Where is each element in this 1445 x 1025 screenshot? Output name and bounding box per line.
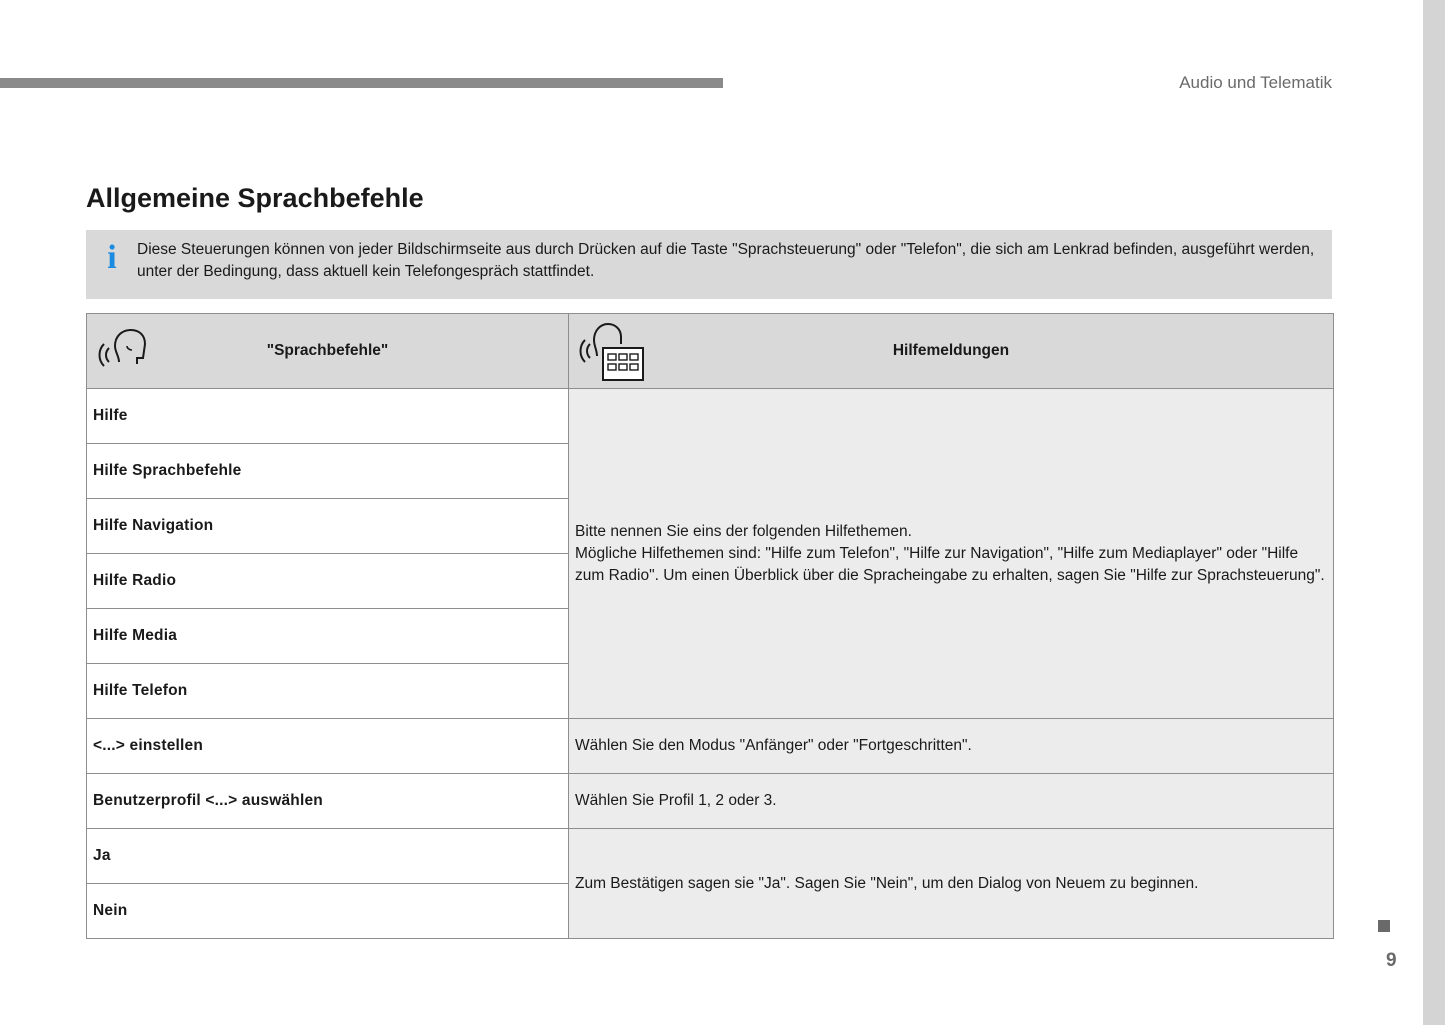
response-profile-cell: Wählen Sie Profil 1, 2 oder 3. xyxy=(569,774,1334,829)
response-help-cell xyxy=(569,389,1334,719)
info-text: Diese Steuerungen können von jeder Bildschirmseite aus durch Drücken auf die Taste "Sprachsteuerung" oder "Telefon", die sich am Lenkrad befinden, ausgeführt werden, unter der Bedingung, dass aktuell kein Telefongespräch stattfindet. xyxy=(137,241,1315,280)
page-number: 9 xyxy=(1386,950,1397,971)
table-row xyxy=(87,389,1334,444)
page-marker-square xyxy=(1378,920,1390,932)
header-messages-label: Hilfemeldungen xyxy=(892,342,1010,359)
command-cell: Hilfe Sprachbefehle xyxy=(87,444,569,499)
table-row xyxy=(87,719,1334,774)
command-cell: Hilfe Media xyxy=(87,609,569,664)
table-row xyxy=(87,829,1334,884)
header-messages xyxy=(569,314,1334,389)
response-help-line2: Mögliche Hilfethemen sind: "Hilfe zum Telefon", "Hilfe zur Navigation", "Hilfe zum Mediaplayer" oder "Hilfe zum Radio". Um einen Überblick über die Spracheingabe zu erhalten, sagen Sie "Hilfe zur Sprachsteuerung". xyxy=(575,544,1325,584)
header-rule xyxy=(0,78,723,88)
command-cell: <...> einstellen xyxy=(87,719,569,774)
speaking-head-icon xyxy=(97,322,149,377)
header-commands-label: "Sprachbefehle" xyxy=(266,342,389,359)
table-header-row xyxy=(87,314,1334,389)
command-cell: Hilfe Radio xyxy=(87,554,569,609)
response-confirm-cell: Zum Bestätigen sagen sie "Ja". Sagen Sie "Nein", um den Dialog von Neuem zu beginnen. xyxy=(569,829,1334,939)
command-cell: Hilfe Navigation xyxy=(87,499,569,554)
response-mode-cell: Wählen Sie den Modus "Anfänger" oder "Fortgeschritten". xyxy=(569,719,1334,774)
info-box xyxy=(86,230,1332,299)
page-title: Allgemeine Sprachbefehle xyxy=(86,183,424,213)
header-commands xyxy=(87,314,569,389)
voice-commands-table xyxy=(86,313,1334,939)
command-cell: Hilfe xyxy=(87,389,569,444)
speaking-head-keypad-icon xyxy=(579,322,649,391)
command-cell: Ja xyxy=(87,829,569,884)
response-help-line1: Bitte nennen Sie eins der folgenden Hilfethemen. xyxy=(575,522,912,540)
command-cell: Nein xyxy=(87,884,569,939)
page-edge-bar xyxy=(1423,0,1445,1025)
section-title: Audio und Telematik xyxy=(1179,73,1332,92)
command-cell: Hilfe Telefon xyxy=(87,664,569,719)
table-row xyxy=(87,774,1334,829)
command-cell: Benutzerprofil <...> auswählen xyxy=(87,774,569,829)
info-icon: i xyxy=(107,239,117,276)
